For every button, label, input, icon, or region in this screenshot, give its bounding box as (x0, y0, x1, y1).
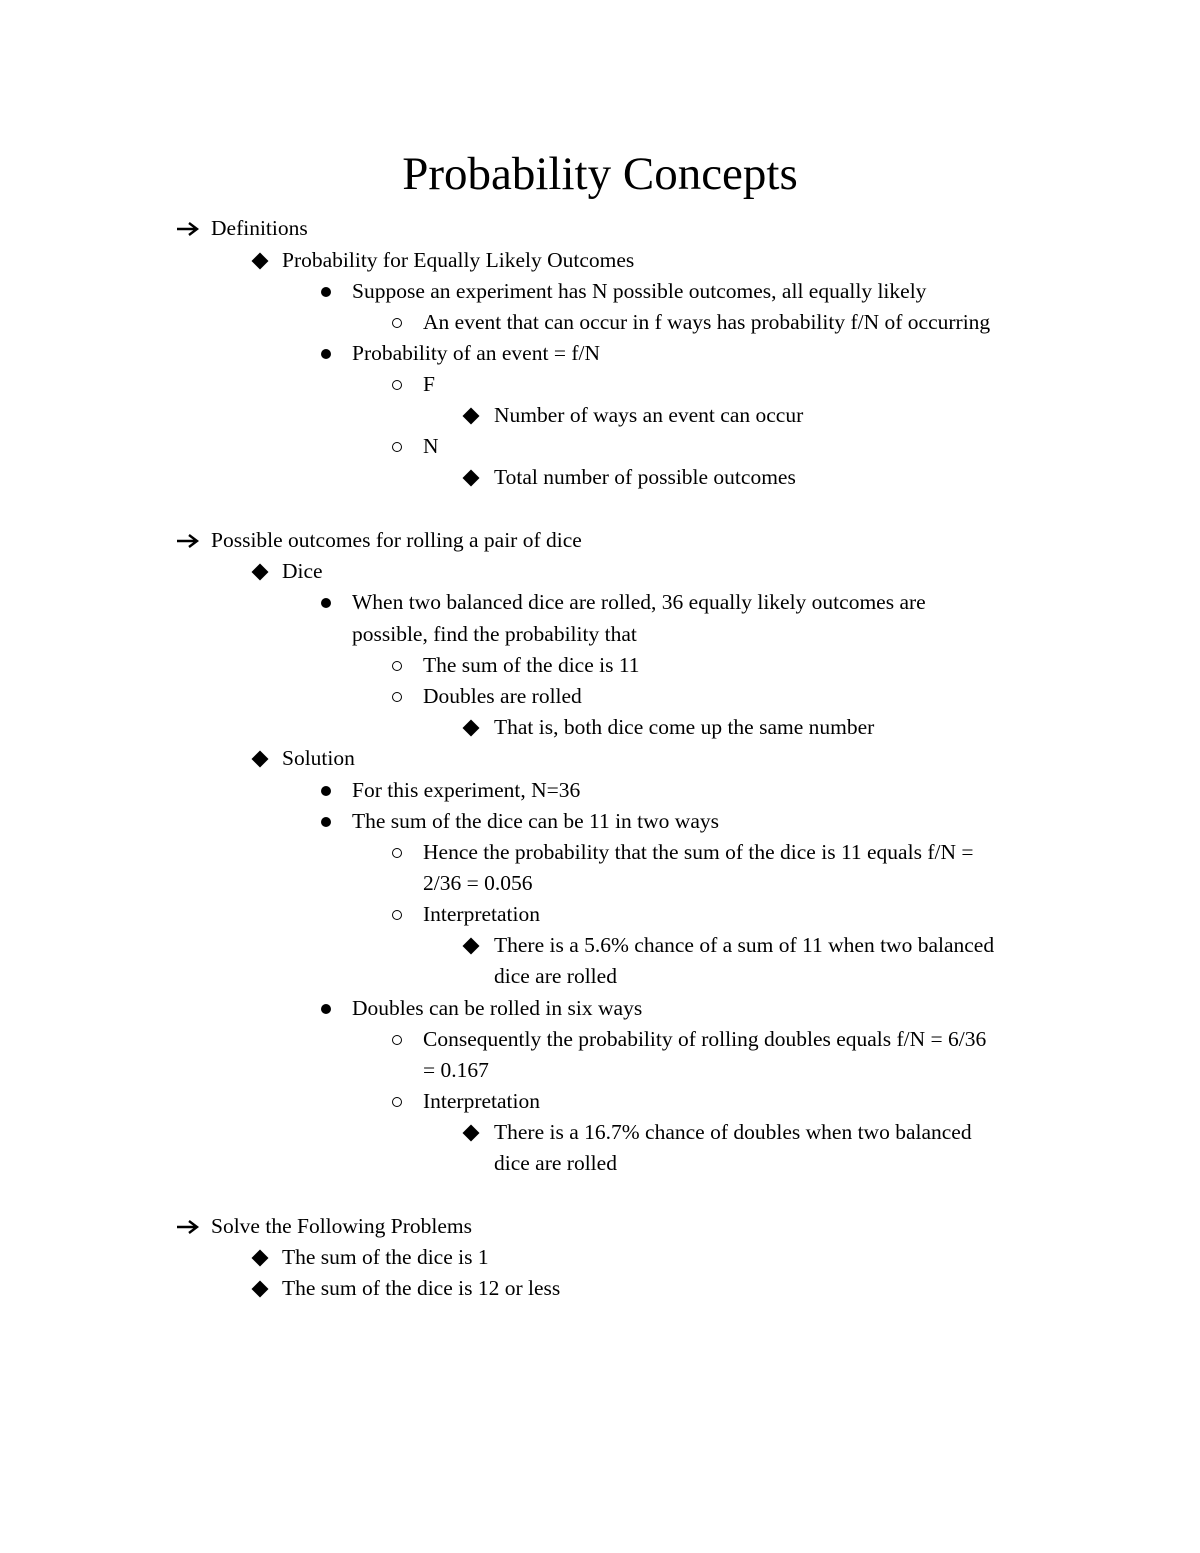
list-item-label: There is a 5.6% chance of a sum of 11 when two balanced (494, 933, 995, 957)
hollow-circle-bullet-icon (384, 1086, 410, 1117)
list-item-label: Probability for Equally Likely Outcomes (282, 248, 635, 272)
arrow-right-icon (175, 1211, 201, 1242)
list-item-label: Interpretation (423, 1089, 541, 1113)
arrow-right-icon (175, 525, 201, 556)
list-item-label: F (423, 372, 435, 396)
list-item-label: When two balanced dice are rolled, 36 equally likely outcomes are (352, 590, 926, 614)
diamond-bullet-icon (458, 1117, 484, 1148)
diamond-bullet-icon (458, 930, 484, 961)
list-item-label: Probability of an event = f/N (352, 341, 600, 365)
diamond-bullet-icon (458, 400, 484, 431)
list-item-label: The sum of the dice can be 11 in two ways (352, 809, 719, 833)
list-item-label: Interpretation (423, 902, 541, 926)
list-item-label: Dice (282, 559, 323, 583)
hollow-circle-bullet-icon (384, 650, 410, 681)
filled-circle-bullet-icon (313, 587, 339, 618)
list-item-label: N (423, 434, 439, 458)
diamond-bullet-icon (458, 712, 484, 743)
list-item-label: Total number of possible outcomes (494, 465, 796, 489)
list-item-label: Solution (282, 746, 355, 770)
list-item-label: Hence the probability that the sum of the dice is 11 equals f/N = (423, 840, 974, 864)
filled-circle-bullet-icon (313, 993, 339, 1024)
diamond-bullet-icon (247, 743, 273, 774)
list-item-label: Suppose an experiment has N possible outcomes, all equally likely (352, 279, 927, 303)
diamond-bullet-icon (458, 462, 484, 493)
list-item-label: There is a 16.7% chance of doubles when two balanced (494, 1120, 972, 1144)
diamond-bullet-icon (247, 1273, 273, 1304)
list-item-label: The sum of the dice is 12 or less (282, 1276, 561, 1300)
page-title: Probability Concepts (402, 148, 798, 200)
diamond-bullet-icon (247, 1242, 273, 1273)
section-heading: Definitions (211, 216, 308, 240)
hollow-circle-bullet-icon (384, 431, 410, 462)
diamond-bullet-icon (247, 245, 273, 276)
hollow-circle-bullet-icon (384, 1024, 410, 1055)
list-item-label: The sum of the dice is 11 (423, 653, 640, 677)
list-item-label: Consequently the probability of rolling doubles equals f/N = 6/36 (423, 1027, 987, 1051)
hollow-circle-bullet-icon (384, 681, 410, 712)
list-item-continuation: 2/36 = 0.056 (423, 871, 533, 895)
hollow-circle-bullet-icon (384, 307, 410, 338)
list-item-label: Doubles are rolled (423, 684, 582, 708)
list-item-label: That is, both dice come up the same number (494, 715, 875, 739)
hollow-circle-bullet-icon (384, 837, 410, 868)
list-item-continuation: dice are rolled (494, 964, 617, 988)
filled-circle-bullet-icon (313, 806, 339, 837)
hollow-circle-bullet-icon (384, 369, 410, 400)
list-item-label: Doubles can be rolled in six ways (352, 996, 643, 1020)
list-item-continuation: dice are rolled (494, 1151, 617, 1175)
list-item-continuation: possible, find the probability that (352, 622, 637, 646)
list-item-continuation: = 0.167 (423, 1058, 489, 1082)
list-item-label: For this experiment, N=36 (352, 778, 581, 802)
filled-circle-bullet-icon (313, 338, 339, 369)
filled-circle-bullet-icon (313, 276, 339, 307)
filled-circle-bullet-icon (313, 775, 339, 806)
section-heading: Solve the Following Problems (211, 1214, 472, 1238)
list-item-label: Number of ways an event can occur (494, 403, 804, 427)
list-item-label: The sum of the dice is 1 (282, 1245, 489, 1269)
list-item-label: An event that can occur in f ways has probability f/N of occurring (423, 310, 991, 334)
hollow-circle-bullet-icon (384, 899, 410, 930)
arrow-right-icon (175, 213, 201, 244)
diamond-bullet-icon (247, 556, 273, 587)
section-heading: Possible outcomes for rolling a pair of dice (211, 528, 582, 552)
